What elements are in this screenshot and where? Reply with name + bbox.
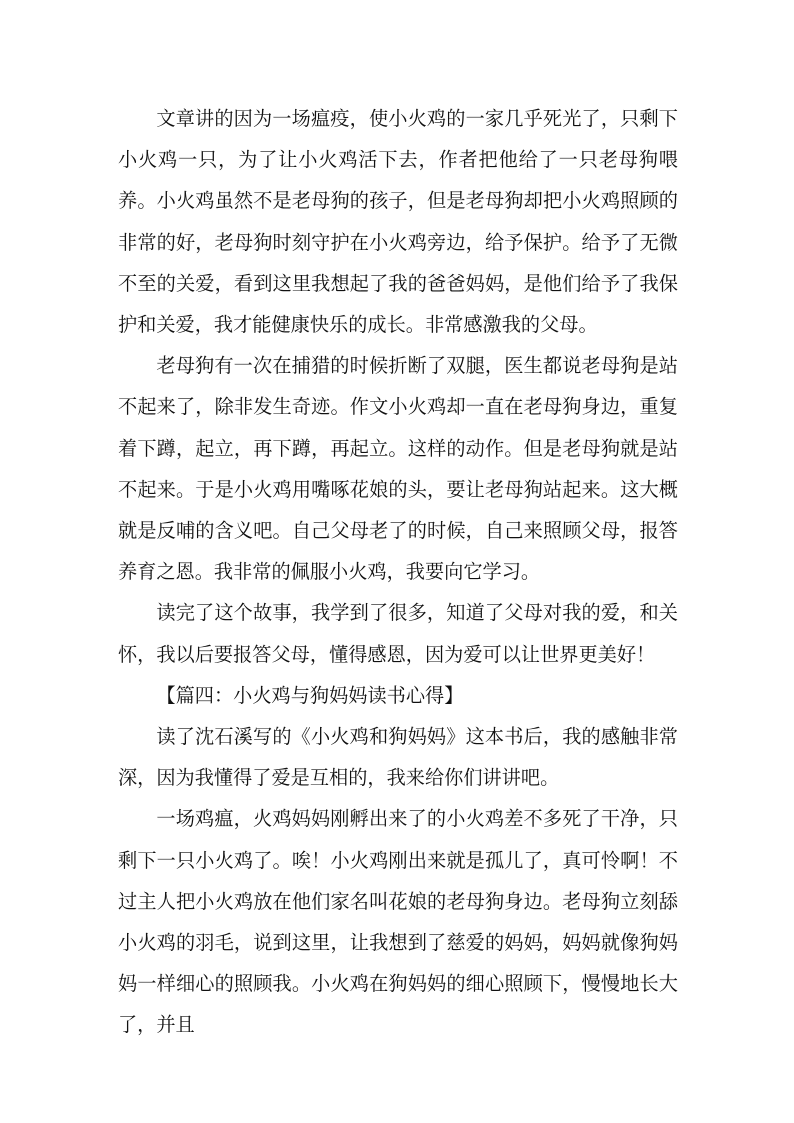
paragraph-4: 读了沈石溪写的《小火鸡和狗妈妈》这本书后，我的感触非常深，因为我懂得了爱是互相的，我来给你们讲讲吧。	[118, 725, 678, 790]
paragraph-3: 读完了这个故事，我学到了很多，知道了父母对我的爱，和关怀，我以后要报答父母，懂得感恩，因为爱可以让世界更美好！	[118, 601, 678, 666]
paragraph-5: 一场鸡瘟，火鸡妈妈刚孵出来了的小火鸡差不多死了干净，只剩下一只小火鸡了。唉！小火鸡刚出来就是孤儿了，真可怜啊！不过主人把小火鸡放在他们家名叫花娘的老母狗身边。老母狗立刻舔小火鸡的羽毛，说到这里，让我想到了慈爱的妈妈，妈妈就像狗妈妈一样细心的照顾我。小火鸡在狗妈妈的细心照顾下，慢慢地长大了，并且	[118, 807, 678, 1037]
paragraph-1: 文章讲的因为一场瘟疫，使小火鸡的一家几乎死光了，只剩下小火鸡一只，为了让小火鸡活下去，作者把他给了一只老母狗喂养。小火鸡虽然不是老母狗的孩子，但是老母狗却把小火鸡照顾的非常的好，老母狗时刻守护在小火鸡旁边，给予保护。给予了无微不至的关爱，看到这里我想起了我的爸爸妈妈，是他们给予了我保护和关爱，我才能健康快乐的成长。非常感激我的父母。	[118, 107, 678, 337]
document-body	[118, 98, 678, 1046]
paragraph-2: 老母狗有一次在捕猎的时候折断了双腿，医生都说老母狗是站不起来了，除非发生奇迹。作文小火鸡却一直在老母狗身边，重复着下蹲，起立，再下蹲，再起立。这样的动作。但是老母狗就是站不起来。于是小火鸡用嘴啄花娘的头，要让老母狗站起来。这大概就是反哺的含义吧。自己父母老了的时候，自己来照顾父母，报答养育之恩。我非常的佩服小火鸡，我要向它学习。	[118, 354, 678, 584]
section-heading: 【篇四：小火鸡与狗妈妈读书心得】	[156, 683, 464, 707]
